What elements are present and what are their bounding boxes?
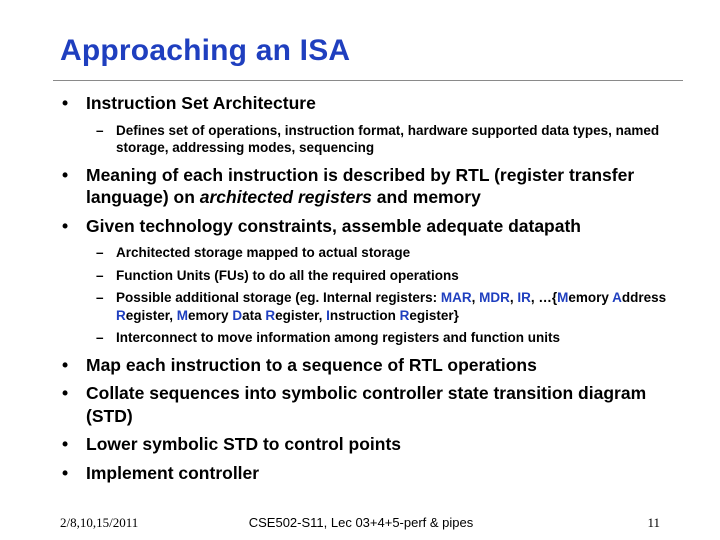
bullet-text: Map each instruction to a sequence of RTL operations bbox=[86, 354, 537, 375]
sub-text-part: nstruction bbox=[329, 307, 400, 323]
title-divider bbox=[53, 80, 683, 81]
sub-text-part: egister, bbox=[275, 307, 327, 323]
sub-text-part: egister} bbox=[409, 307, 459, 323]
bullet-item bbox=[58, 382, 668, 427]
slide-title: Approaching an ISA bbox=[60, 34, 351, 67]
sub-text-part: , bbox=[471, 290, 480, 305]
letter-highlight: R bbox=[399, 307, 410, 323]
sub-bullet-marker: – bbox=[96, 290, 104, 305]
ir-highlight: IR bbox=[517, 290, 531, 305]
sub-bullet-item bbox=[58, 289, 668, 324]
sub-bullet-text: Function Units (FUs) to do all the required operations bbox=[116, 267, 459, 283]
bullet-item bbox=[58, 433, 668, 456]
bullet-item bbox=[58, 215, 668, 238]
sub-bullet-item bbox=[58, 329, 668, 347]
mar-highlight: MAR bbox=[440, 290, 472, 305]
bullet-item bbox=[58, 164, 668, 209]
bullet-marker: • bbox=[62, 354, 69, 375]
bullet-item bbox=[58, 354, 668, 377]
sub-bullet-marker: – bbox=[96, 267, 104, 283]
bullet-text: Given technology constraints, assemble adequate datapath bbox=[86, 215, 581, 236]
footer-date: 2/8,10,15/2011 bbox=[60, 515, 139, 530]
sub-bullet-marker: – bbox=[96, 122, 104, 138]
sub-bullet-item bbox=[58, 244, 668, 262]
letter-highlight: D bbox=[232, 307, 243, 323]
letter-highlight: R bbox=[116, 307, 126, 323]
bullet-text-emphasis: architected registers bbox=[199, 187, 372, 207]
bullet-marker: • bbox=[62, 383, 69, 403]
footer-page-number: 11 bbox=[647, 515, 660, 530]
sub-text-part: emory bbox=[188, 307, 233, 323]
sub-text-part: , …{ bbox=[530, 290, 558, 305]
letter-highlight: M bbox=[176, 307, 189, 323]
sub-text-part: ddress bbox=[621, 290, 667, 305]
bullet-text: Instruction Set Architecture bbox=[86, 93, 316, 113]
sub-text-part: Possible additional storage (eg. Internal registers: bbox=[116, 290, 441, 305]
bullet-marker: • bbox=[62, 215, 69, 236]
sub-text-part: , bbox=[509, 290, 518, 305]
mdr-highlight: MDR bbox=[479, 290, 510, 305]
sub-text-part: emory bbox=[568, 290, 613, 305]
sub-bullet-item bbox=[58, 122, 668, 157]
bullet-text-part: Meaning of each instruction is described by RTL (register transfer language) on bbox=[86, 164, 635, 207]
sub-bullet-text: Architected storage mapped to actual storage bbox=[116, 245, 411, 260]
bullet-item bbox=[58, 92, 668, 115]
bullet-item bbox=[58, 462, 668, 485]
sub-text-part: egister, bbox=[125, 307, 177, 323]
sub-bullet-marker: – bbox=[96, 330, 104, 345]
bullet-marker: • bbox=[62, 93, 69, 113]
letter-highlight: R bbox=[265, 307, 276, 323]
bullet-text: Lower symbolic STD to control points bbox=[86, 434, 402, 454]
bullet-text: Implement controller bbox=[86, 462, 260, 483]
letter-highlight: I bbox=[326, 307, 330, 323]
sub-bullet-text: Defines set of operations, instruction format, hardware supported data types, named storage, addressing modes, sequencing bbox=[116, 122, 660, 155]
footer-course: CSE502-S11, Lec 03+4+5-perf & pipes bbox=[248, 515, 474, 530]
bullet-marker: • bbox=[62, 164, 69, 185]
sub-bullet-text: Interconnect to move information among registers and function units bbox=[116, 330, 561, 345]
bullet-text: Collate sequences into symbolic controller state transition diagram (STD) bbox=[86, 383, 647, 426]
bullet-marker: • bbox=[62, 434, 69, 454]
letter-highlight: M bbox=[557, 290, 569, 305]
letter-highlight: A bbox=[612, 290, 622, 305]
sub-text-part: ata bbox=[242, 307, 266, 323]
slide-body bbox=[58, 92, 668, 484]
sub-bullet-marker: – bbox=[96, 245, 104, 260]
bullet-text-part: and memory bbox=[371, 187, 481, 207]
sub-bullet-item bbox=[58, 267, 668, 285]
bullet-marker: • bbox=[62, 462, 69, 483]
